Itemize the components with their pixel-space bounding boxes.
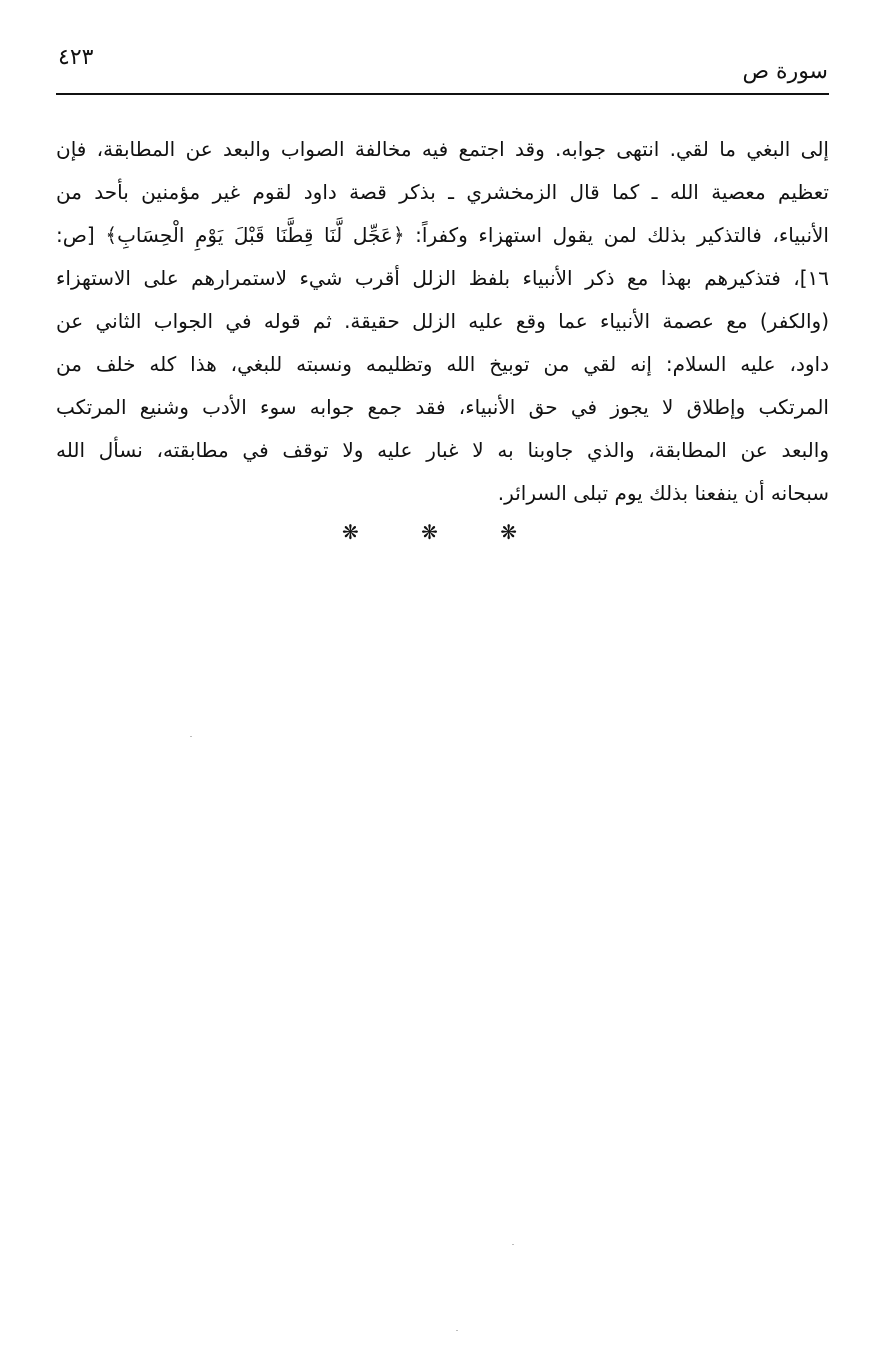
text-line-3: الأنبياء، فالتذكير بذلك لمن يقول استهزاء وكفراً: ﴿عَجِّل لَّنَا قِطَّنَا قَبْلَ يَوْمِ الْحِسَابِ﴾ [ص:	[56, 223, 829, 247]
text-line-1: إلى البغي ما لقي. انتهى جوابه. وقد اجتمع فيه مخالفة الصواب والبعد عن المطابقة، فإن	[56, 137, 829, 161]
text-line-7: المرتكب وإطلاق لا يجوز في حق الأنبياء، فقد جمع جوابه سوء الأدب وشنيع المرتكب	[56, 395, 829, 419]
body-paragraph	[56, 128, 829, 515]
text-line-8: والبعد عن المطابقة، والذي جاوبنا به لا غبار عليه ولا توقف في مطابقته، نسأل الله	[56, 438, 829, 462]
scan-speck	[190, 736, 192, 737]
scan-speck	[456, 1330, 458, 1331]
page-number: ٤٢٣	[58, 45, 94, 70]
surah-title: سورة ص	[742, 59, 828, 84]
header-rule	[56, 93, 829, 95]
text-line-9: سبحانه أن ينفعنا بذلك يوم تبلى السرائر.	[497, 481, 829, 505]
section-divider-asterisms: ❋ ❋ ❋	[342, 520, 545, 544]
text-line-2: تعظيم معصية الله ـ كما قال الزمخشري ـ بذكر قصة داود لقوم غير مؤمنين بأحد من	[56, 180, 829, 204]
text-line-6: داود، عليه السلام: إنه لقي من توبيخ الله وتظليمه ونسبته للبغي، هذا كله خلف من	[56, 352, 829, 376]
text-line-4: ١٦]، فتذكيرهم بهذا مع ذكر الأنبياء بلفظ الزلل أقرب شيء لاستمرارهم على الاستهزاء	[56, 266, 829, 290]
scan-speck	[512, 1244, 514, 1245]
text-line-5: (والكفر) مع عصمة الأنبياء عما وقع عليه الزلل حقيقة. ثم قوله في الجواب الثاني عن	[56, 309, 829, 333]
page-header	[58, 40, 828, 90]
